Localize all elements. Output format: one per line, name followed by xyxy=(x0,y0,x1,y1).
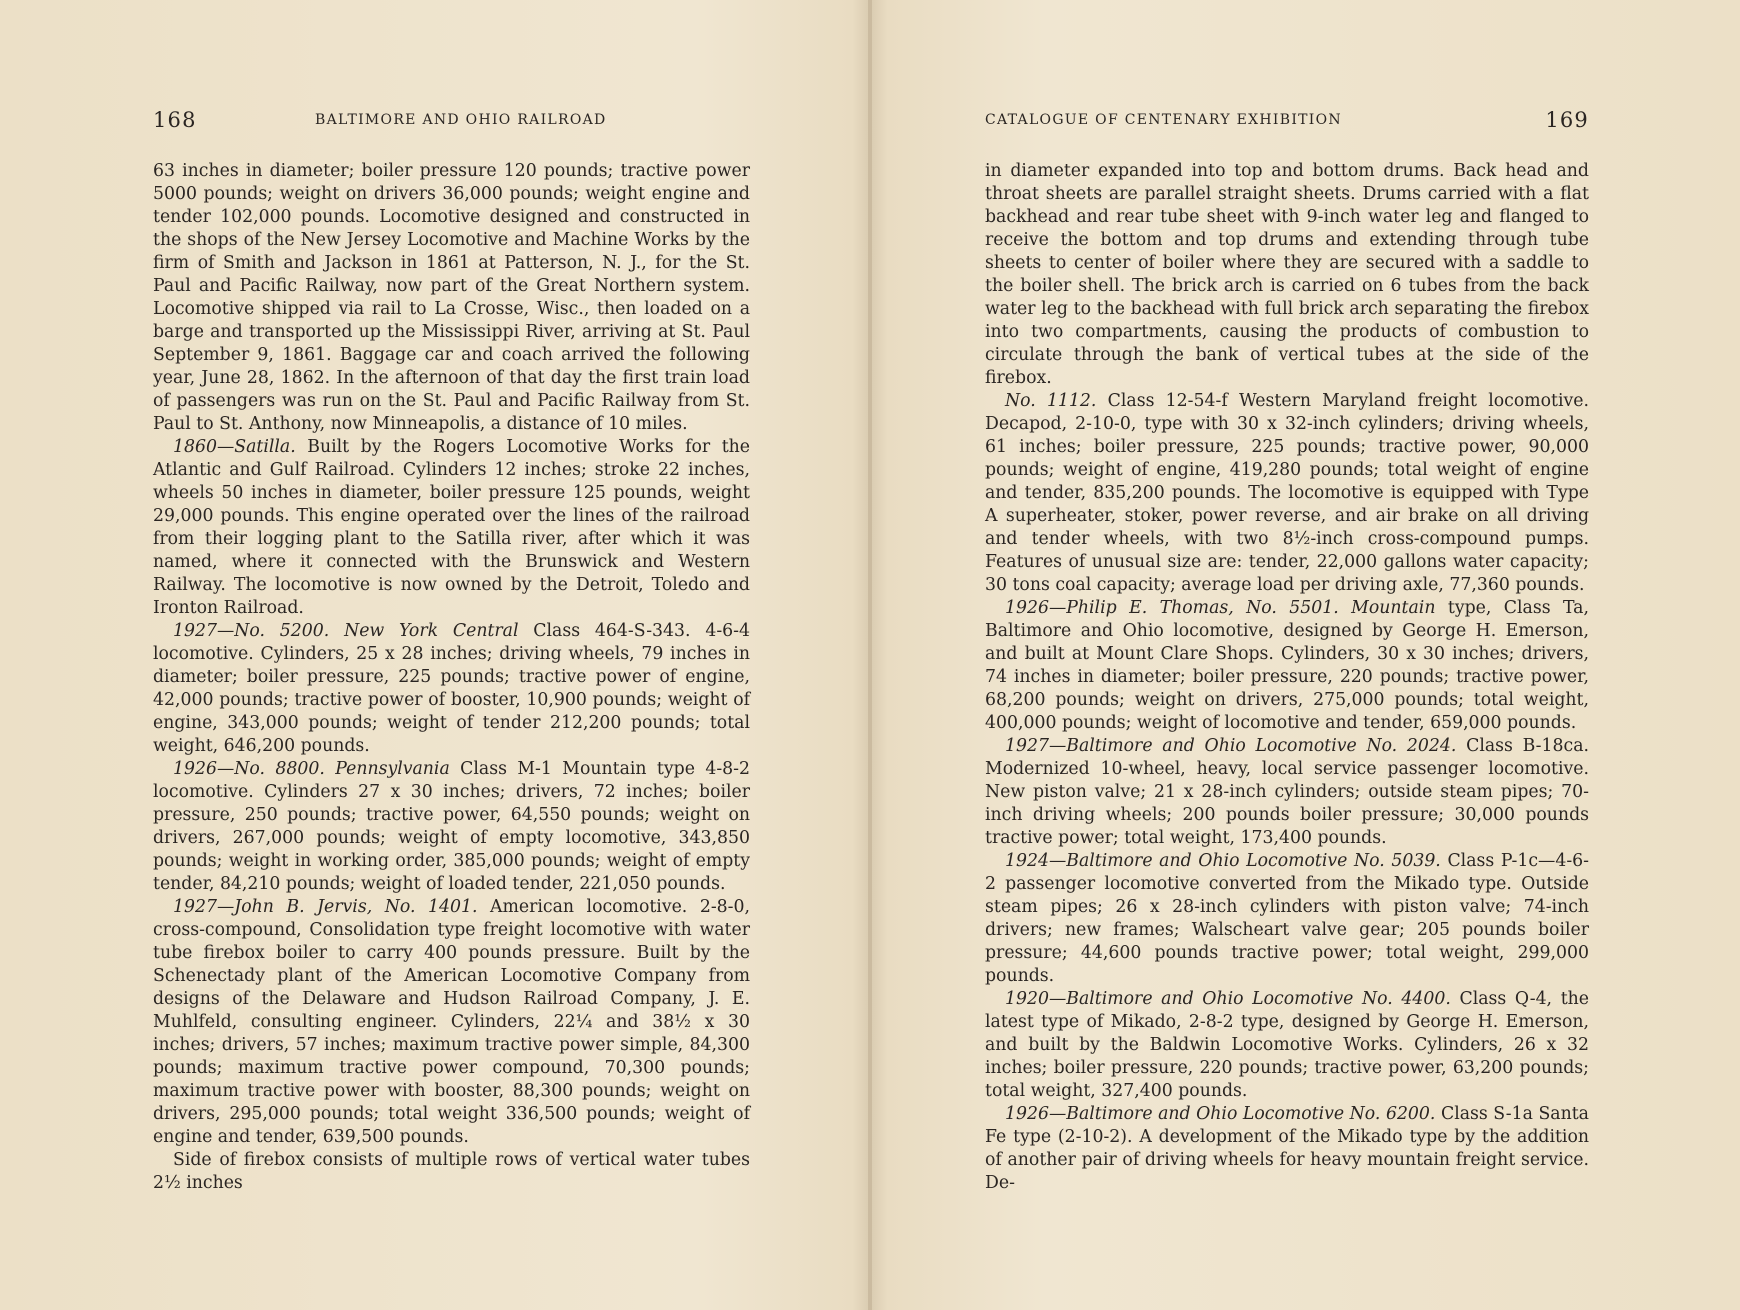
running-head-title-right: CATALOGUE OF CENTENARY EXHIBITION xyxy=(985,112,1342,128)
paragraph-lead: 1924—Baltimore and Ohio Locomotive No. 5039. xyxy=(1005,851,1441,871)
paragraph-text: Class 464-S-343. 4-6-4 locomotive. Cylinders, 25 x 28 inches; driving wheels, 79 inches in diameter; boiler pressure, 225 pounds; tractive power of engine, 42,000 pounds; tractive power of booster, 10,900 pounds; weight of engine, 343,000 pounds; weight of tender 212,200 pounds; total weight, 646,200 pounds. xyxy=(153,621,751,756)
paragraph-text: 63 inches in diameter; boiler pressure 120 pounds; tractive power 5000 pounds; weight on drivers 36,000 pounds; weight engine and tender 102,000 pounds. Locomotive designed and constructed in the shops of the New Jersey Locomotive and Machine Works by the firm of Smith and Jackson in 1861 at Patterson, N. J., for the St. Paul and Pacific Railway, now part of the Great Northern system. Locomotive shipped via rail to La Crosse, Wisc., then loaded on a barge and transported up the Mississippi River, arriving at St. Paul September 9, 1861. Baggage car and coach arrived the following year, June 28, 1862. In the afternoon of that day the first train load of passengers was run on the St. Paul and Pacific Railway from St. Paul to St. Anthony, now Minneapolis, a distance of 10 miles. xyxy=(153,161,750,434)
paragraph-text: Class Q-4, the latest type of Mikado, 2-8-2 type, designed by George H. Emerson, and built by the Baldwin Locomotive Works. Cylinders, 26 x 32 inches; boiler pressure, 220 pounds; tractive power, 63,200 pounds; total weight, 327,400 pounds. xyxy=(985,989,1589,1101)
left-running-head xyxy=(153,108,753,138)
paragraph-lead: 1927—Baltimore and Ohio Locomotive No. 2024. xyxy=(1005,736,1457,756)
paragraph-text: American locomotive. 2-8-0, cross-compound, Consolidation type freight locomotive with water tube firebox boiler to carry 400 pounds pressure. Built by the Schenectady plant of the American Locomotive Company from designs of the Delaware and Hudson Railroad Company, J. E. Muhlfeld, consulting engineer. Cylinders, 22¼ and 38½ x 30 inches; drivers, 57 inches; maximum tractive power simple, 84,300 pounds; maximum tractive power compound, 70,300 pounds; maximum tractive power with booster, 88,300 pounds; weight on drivers, 295,000 pounds; total weight 336,500 pounds; weight of engine and tender, 639,500 pounds. xyxy=(153,897,750,1147)
paragraph xyxy=(985,850,1589,988)
paragraph-text: Class M-1 Mountain type 4-8-2 locomotive. Cylinders 27 x 30 inches; drivers, 72 inches; boiler pressure, 250 pounds; tractive power, 64,550 pounds; weight on drivers, 267,000 pounds; weight of empty locomotive, 343,850 pounds; weight in working order, 385,000 pounds; weight of empty tender, 84,210 pounds; weight of loaded tender, 221,050 pounds. xyxy=(153,759,750,894)
paragraph xyxy=(153,620,750,758)
paragraph-lead: 1860—Satilla. xyxy=(173,437,296,457)
paragraph-lead: 1927—No. 5200. New York Central xyxy=(173,621,519,641)
paragraph xyxy=(985,390,1589,597)
paragraph-lead: 1926—Philip E. Thomas, No. 5501. Mountain xyxy=(1005,598,1436,618)
paragraph xyxy=(153,896,750,1149)
paragraph-text: in diameter expanded into top and bottom drums. Back head and throat sheets are parallel straight sheets. Drums carried with a flat backhead and rear tube sheet with 9-inch water leg and flanged to receive the bottom and top drums and extending through tube sheets to center of boiler where they are secured with a saddle to the boiler shell. The brick arch is carried on 6 tubes from the back water leg to the backhead with full brick arch separating the firebox into two compartments, causing the products of combustion to circulate through the bank of vertical tubes at the side of the firebox. xyxy=(985,161,1589,388)
right-body-text xyxy=(985,160,1589,1195)
paragraph xyxy=(985,597,1589,735)
paragraph xyxy=(985,160,1589,390)
left-page xyxy=(0,0,860,1310)
paragraph-lead: 1926—No. 8800. Pennsylvania xyxy=(173,759,450,779)
paragraph-text: Class S-1a Santa Fe type (2-10-2). A development of the Mikado type by the addition of another pair of driving wheels for heavy mountain freight service. De- xyxy=(985,1104,1589,1193)
paragraph xyxy=(153,758,750,896)
paragraph-text: Class 12-54-f Western Maryland freight locomotive. Decapod, 2-10-0, type with 30 x 32-inch cylinders; driving wheels, 61 inches; boiler pressure, 225 pounds; tractive power, 90,000 pounds; weight of engine, 419,280 pounds; total weight of engine and tender, 835,200 pounds. The locomotive is equipped with Type A superheater, stoker, power reverse, and air brake on all driving and tender wheels, with two 8½-inch cross-compound pumps. Features of unusual size are: tender, 22,000 gallons water capacity; 30 tons coal capacity; average load per driving axle, 77,360 pounds. xyxy=(985,391,1589,595)
paragraph-lead: 1926—Baltimore and Ohio Locomotive No. 6200. xyxy=(1005,1104,1436,1124)
paragraph xyxy=(985,988,1589,1103)
page-number-right: 169 xyxy=(1545,108,1589,132)
paragraph-lead: No. 1112. xyxy=(1005,391,1097,411)
paragraph xyxy=(153,160,750,436)
paragraph-text: Side of firebox consists of multiple rows of vertical water tubes 2½ inches xyxy=(153,1150,750,1193)
paragraph-text: Class P-1c—4-6-2 passenger locomotive converted from the Mikado type. Outside steam pipes; 26 x 28-inch cylinders with piston valve; 74-inch drivers; new frames; Walscheart valve gear; 205 pounds boiler pressure; 44,600 pounds tractive power; total weight, 299,000 pounds. xyxy=(985,851,1590,986)
paragraph-text: Class B-18ca. Modernized 10-wheel, heavy, local service passenger locomotive. New piston valve; 21 x 28-inch cylinders; outside steam pipes; 70-inch driving wheels; 200 pounds boiler pressure; 30,000 pounds tractive power; total weight, 173,400 pounds. xyxy=(985,736,1589,848)
paragraph-text: Built by the Rogers Locomotive Works for the Atlantic and Gulf Railroad. Cylinders 12 inches; stroke 22 inches, wheels 50 inches in diameter, boiler pressure 125 pounds, weight 29,000 pounds. This engine operated over the lines of the railroad from their logging plant to the Satilla river, after which it was named, where it connected with the Brunswick and Western Railway. The locomotive is now owned by the Detroit, Toledo and Ironton Railroad. xyxy=(153,437,750,618)
paragraph-text: type, Class Ta, Baltimore and Ohio locomotive, designed by George H. Emerson, and built at Mount Clare Shops. Cylinders, 30 x 30 inches; drivers, 74 inches in diameter; boiler pressure, 220 pounds; tractive power, 68,200 pounds; weight on drivers, 275,000 pounds; total weight, 400,000 pounds; weight of locomotive and tender, 659,000 pounds. xyxy=(985,598,1589,733)
book-gutter xyxy=(868,0,872,1310)
paragraph xyxy=(153,436,750,620)
paragraph xyxy=(985,1103,1589,1195)
paragraph xyxy=(985,735,1589,850)
paragraph-lead: 1927—John B. Jervis, No. 1401. xyxy=(173,897,478,917)
page-number-left: 168 xyxy=(153,108,197,132)
paragraph-lead: 1920—Baltimore and Ohio Locomotive No. 4400. xyxy=(1005,989,1451,1009)
paragraph xyxy=(153,1149,750,1195)
left-body-text xyxy=(153,160,750,1195)
right-running-head xyxy=(985,108,1589,138)
right-page xyxy=(880,0,1740,1310)
running-head-title-left: BALTIMORE AND OHIO RAILROAD xyxy=(315,112,607,128)
